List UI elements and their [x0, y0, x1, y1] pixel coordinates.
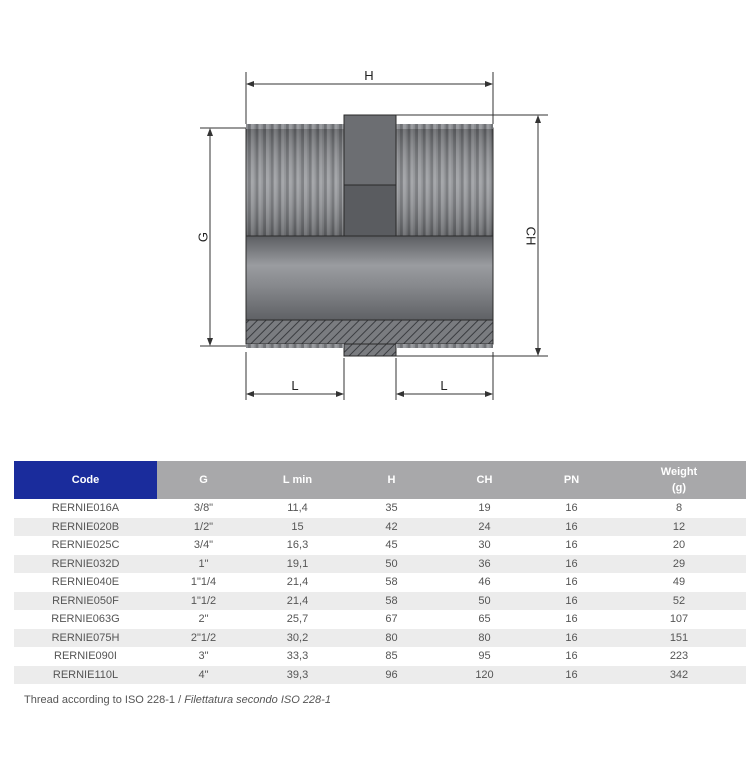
cell-l-min: 21,4: [250, 592, 345, 611]
table-row: [14, 647, 746, 666]
cell-g: 2"1/2: [157, 629, 250, 648]
cell-l-min: 15: [250, 518, 345, 537]
dimension-label-ch: CH: [523, 226, 539, 246]
cell-g: 4": [157, 666, 250, 685]
cell-code: RERNIE020B: [14, 518, 157, 537]
cell-pn: 16: [531, 592, 612, 611]
cell-code: RERNIE050F: [14, 592, 157, 611]
footnote: [24, 694, 331, 706]
table-row: [14, 573, 746, 592]
header-l-min: L min: [250, 461, 345, 499]
specification-table: [14, 461, 746, 684]
dimension-label-l-left: L: [291, 378, 299, 393]
cell-g: 3/4": [157, 536, 250, 555]
cell-pn: 16: [531, 518, 612, 537]
cell-weight: 342: [612, 666, 746, 685]
cell-pn: 16: [531, 499, 612, 518]
cell-h: 85: [345, 647, 438, 666]
cell-weight: 29: [612, 555, 746, 574]
table-row: [14, 536, 746, 555]
cell-pn: 16: [531, 629, 612, 648]
cell-l-min: 39,3: [250, 666, 345, 685]
cell-ch: 24: [438, 518, 531, 537]
cell-g: 1"1/4: [157, 573, 250, 592]
cell-h: 58: [345, 592, 438, 611]
cell-ch: 65: [438, 610, 531, 629]
table-row: [14, 518, 746, 537]
cell-h: 45: [345, 536, 438, 555]
dimension-label-l-right: L: [440, 378, 448, 393]
cell-code: RERNIE075H: [14, 629, 157, 648]
table-row: [14, 592, 746, 611]
cell-l-min: 16,3: [250, 536, 345, 555]
cell-code: RERNIE032D: [14, 555, 157, 574]
cell-weight: 52: [612, 592, 746, 611]
cell-pn: 16: [531, 536, 612, 555]
cell-l-min: 30,2: [250, 629, 345, 648]
cell-h: 50: [345, 555, 438, 574]
table-row: [14, 555, 746, 574]
cell-weight: 12: [612, 518, 746, 537]
cell-ch: 50: [438, 592, 531, 611]
cell-ch: 80: [438, 629, 531, 648]
header-code: Code: [14, 461, 157, 499]
cell-h: 67: [345, 610, 438, 629]
dimension-label-g: G: [195, 231, 211, 243]
cell-g: 2": [157, 610, 250, 629]
cell-h: 42: [345, 518, 438, 537]
cell-l-min: 25,7: [250, 610, 345, 629]
header-h: H: [345, 461, 438, 499]
cell-weight: 49: [612, 573, 746, 592]
header-weight-label: Weight: [660, 466, 698, 478]
header-weight: [612, 461, 746, 499]
header-pn: PN: [531, 461, 612, 499]
cell-code: RERNIE063G: [14, 610, 157, 629]
cell-weight: 107: [612, 610, 746, 629]
cell-h: 58: [345, 573, 438, 592]
cell-l-min: 21,4: [250, 573, 345, 592]
cell-pn: 16: [531, 555, 612, 574]
cell-ch: 19: [438, 499, 531, 518]
cell-l-min: 33,3: [250, 647, 345, 666]
table-row: [14, 666, 746, 685]
cell-pn: 16: [531, 647, 612, 666]
table-row: [14, 629, 746, 648]
cell-ch: 46: [438, 573, 531, 592]
table-header-row: [14, 461, 746, 499]
cell-pn: 16: [531, 610, 612, 629]
cell-ch: 36: [438, 555, 531, 574]
cell-h: 35: [345, 499, 438, 518]
cell-g: 1"1/2: [157, 592, 250, 611]
cell-code: RERNIE025C: [14, 536, 157, 555]
header-ch: CH: [438, 461, 531, 499]
footnote-text: Thread according to ISO 228-1 /: [24, 694, 185, 706]
header-weight-unit: (g): [671, 482, 687, 494]
cell-h: 96: [345, 666, 438, 685]
cell-code: RERNIE110L: [14, 666, 157, 685]
cell-weight: 8: [612, 499, 746, 518]
cell-l-min: 11,4: [250, 499, 345, 518]
cell-code: RERNIE040E: [14, 573, 157, 592]
table-body: [14, 499, 746, 684]
cell-ch: 30: [438, 536, 531, 555]
cell-g: 1/2": [157, 518, 250, 537]
cell-ch: 95: [438, 647, 531, 666]
cell-weight: 223: [612, 647, 746, 666]
cell-g: 1": [157, 555, 250, 574]
cell-pn: 16: [531, 573, 612, 592]
cell-weight: 151: [612, 629, 746, 648]
cell-code: RERNIE090I: [14, 647, 157, 666]
nipple-fitting-illustration: [246, 115, 493, 356]
table-row: [14, 499, 746, 518]
cell-ch: 120: [438, 666, 531, 685]
cell-weight: 20: [612, 536, 746, 555]
cell-g: 3": [157, 647, 250, 666]
table-row: [14, 610, 746, 629]
cell-h: 80: [345, 629, 438, 648]
cell-g: 3/8": [157, 499, 250, 518]
header-g: G: [157, 461, 250, 499]
cell-code: RERNIE016A: [14, 499, 157, 518]
cell-l-min: 19,1: [250, 555, 345, 574]
cell-pn: 16: [531, 666, 612, 685]
footnote-italic: Filettatura secondo ISO 228-1: [184, 694, 331, 706]
dimension-label-h: H: [364, 68, 374, 83]
